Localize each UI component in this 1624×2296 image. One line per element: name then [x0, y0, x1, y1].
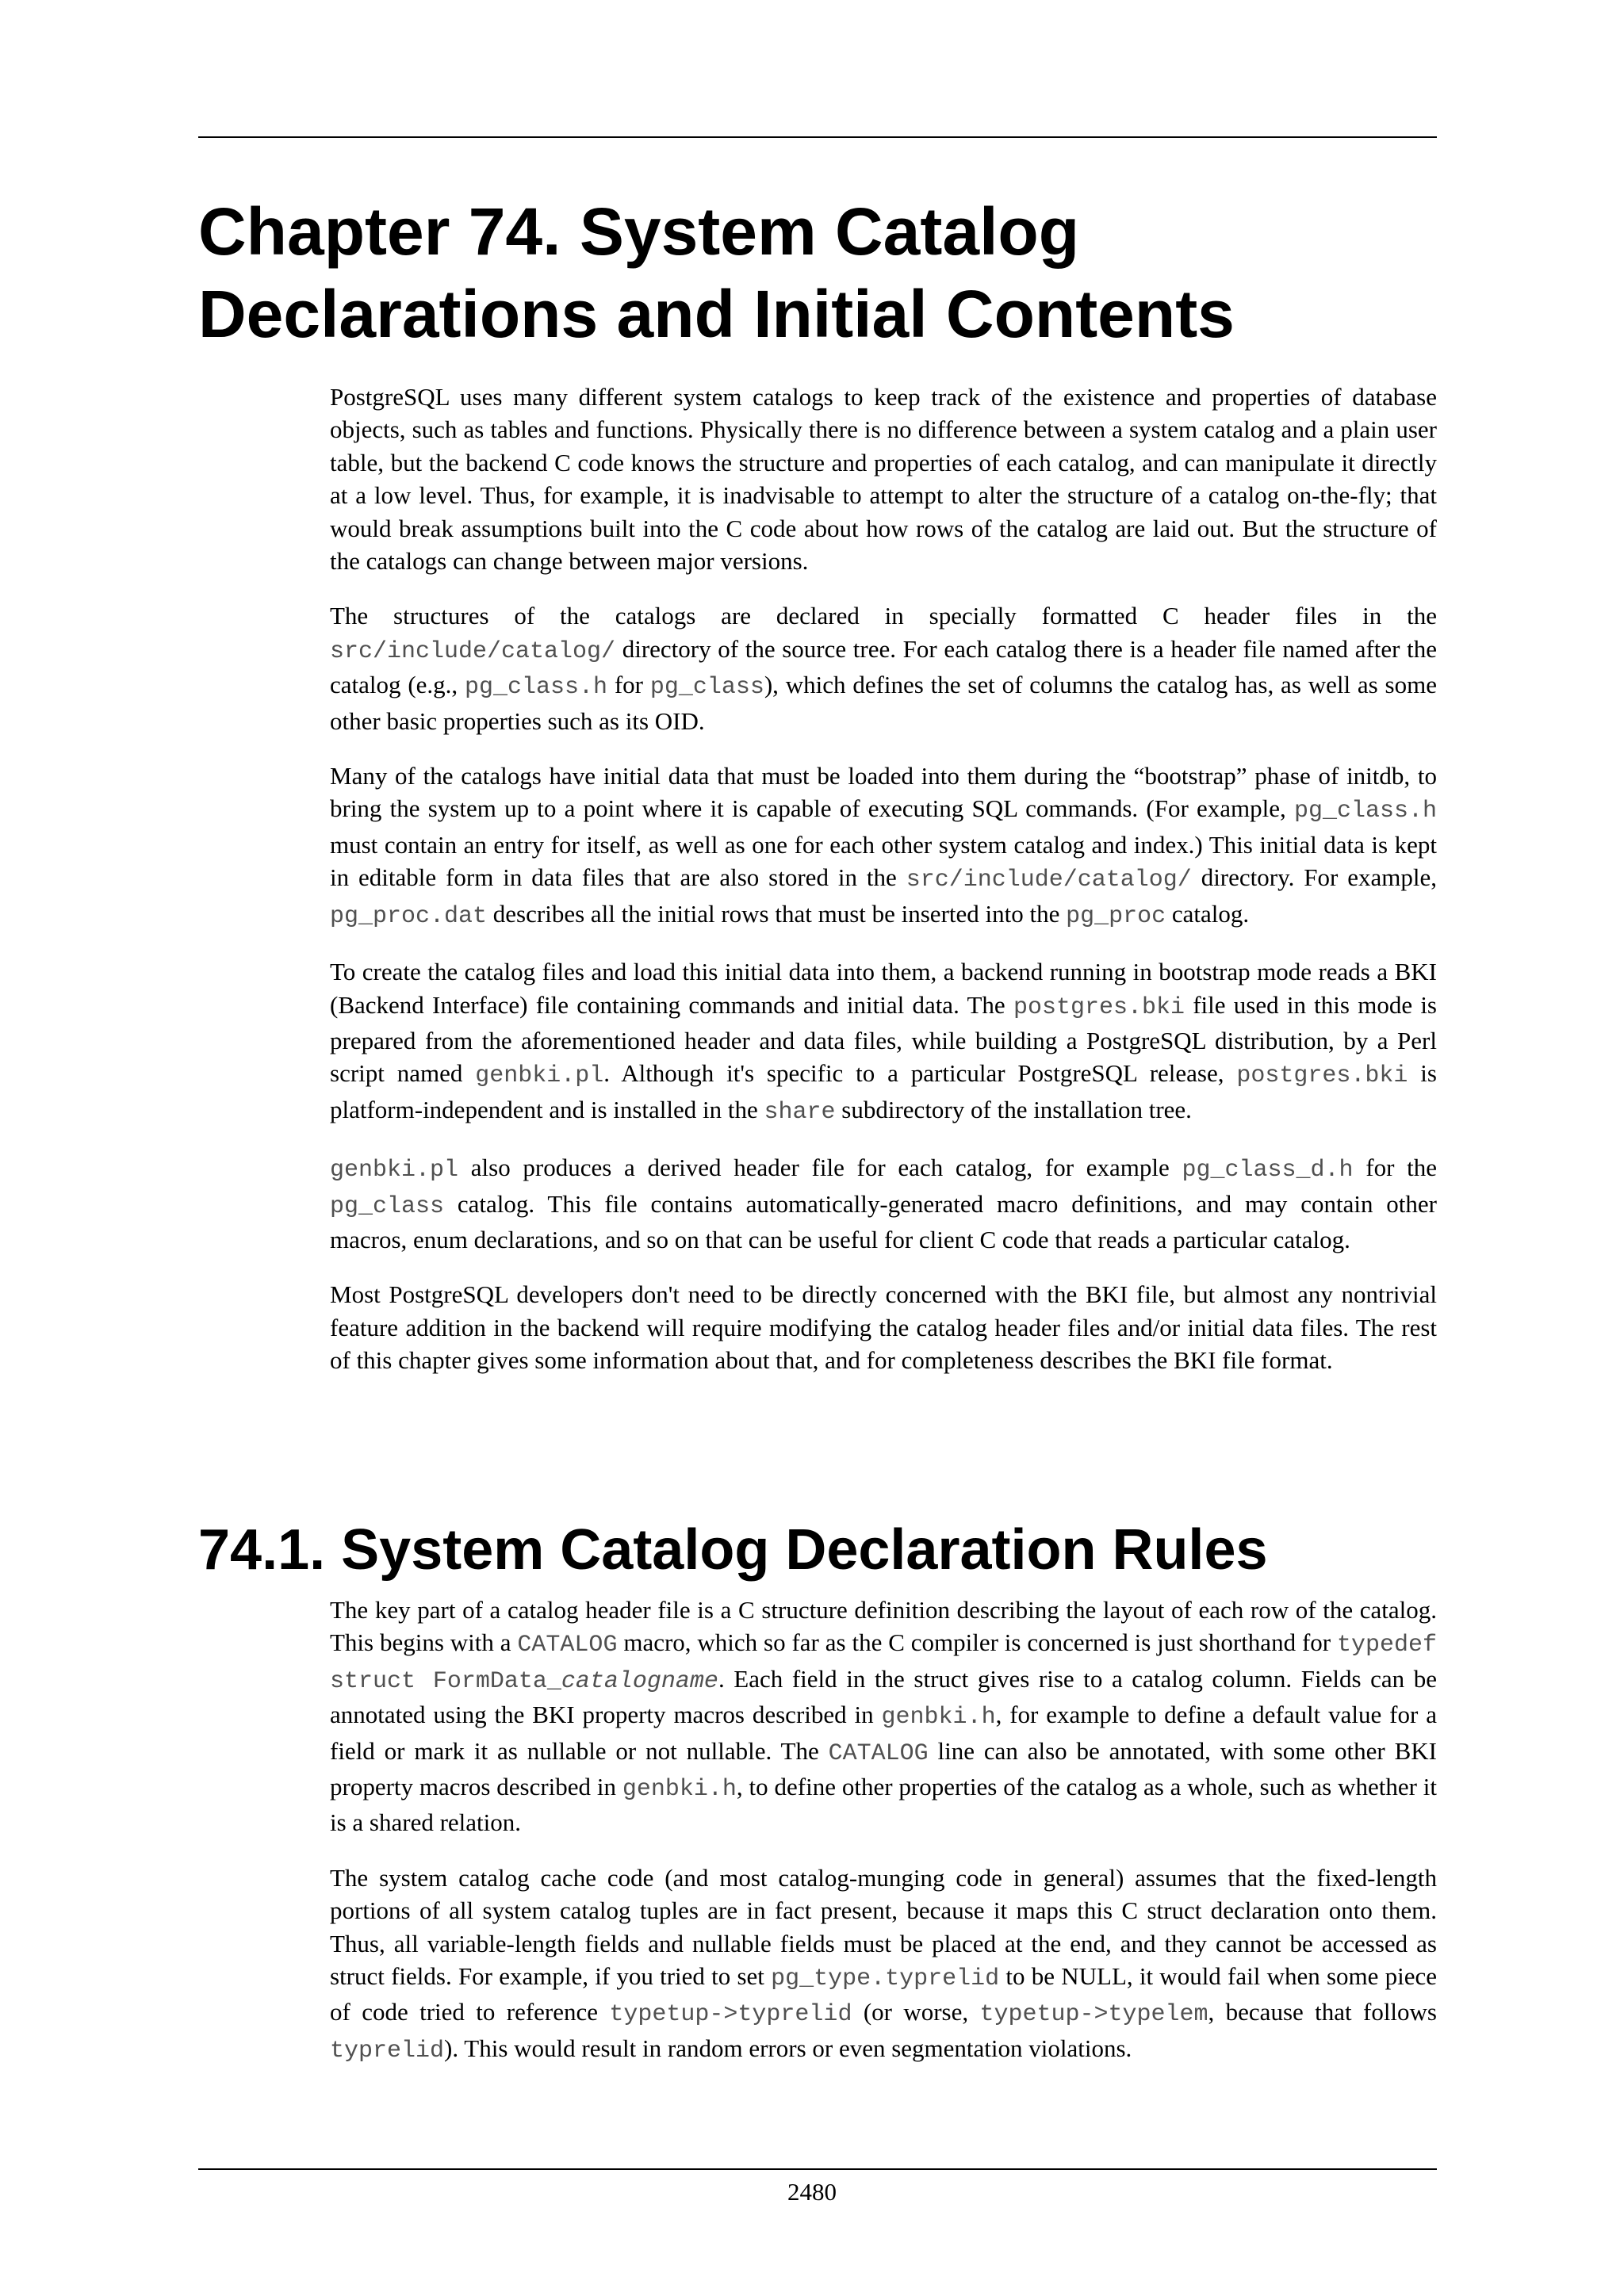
- intro-paragraph-5: genbki.pl also produces a derived header file for each catalog, for example pg_class_d.h for the pg_class catalog. This file contains automatically-generated macro definitions, and may contain other macros, enum declarations, and so on that can be useful for client C code that reads a particular catalog.: [330, 1154, 1437, 1253]
- intro-paragraph-6: Most PostgreSQL developers don't need to be directly concerned with the BKI file, but almost any nontrivial feature addition in the backend will require modifying the catalog header files and/or initial data files. The rest of this chapter gives some information about that, and for completeness describes the BKI file format.: [330, 1280, 1437, 1375]
- section-title: 74.1. System Catalog Declaration Rules: [198, 1518, 1268, 1582]
- intro-paragraph-4: To create the catalog files and load this initial data into them, a backend running in bootstrap mode reads a BKI (Backend Interface) file containing commands and initial data. The postgres.bki file used in this mode is prepared from the aforementioned header and data files, while building a PostgreSQL distribution, by a Perl script named genbki.pl. Although it's specific to a particular PostgreSQL release, postgres.bki is platform-independent and is installed in the share subdirectory of the installation tree.: [330, 958, 1437, 1126]
- chapter-intro: [330, 381, 1437, 1399]
- section-paragraph-2: The system catalog cache code (and most catalog-munging code in general) assumes that the fixed-length portions of all system catalog tuples are in fact present, because it maps this C struct declaration onto them. Thus, all variable-length fields and nullable fields must be placed at the end, and they cannot be accessed as struct fields. For example, if you tried to set pg_type.typrelid to be NULL, it would fail when some piece of code tried to reference typetup->typrelid (or worse, typetup->typelem, because that follows typrelid). This would result in random errors or even segmentation violations.: [330, 1863, 1437, 2064]
- footer-rule: [198, 2168, 1437, 2170]
- header-rule: [198, 136, 1437, 138]
- page-number: 2480: [787, 2178, 837, 2206]
- section-body: [330, 1594, 1437, 2090]
- section-paragraph-1: The key part of a catalog header file is a C structure definition describing the layout of each row of the catalog. This begins with a CATALOG macro, which so far as the C compiler is concerned is just shorthand for typedef struct FormData_catalogname. Each field in the struct gives rise to a catalog column. Fields can be annotated using the BKI property macros described in genbki.h, for example to define a default value for a field or mark it as nullable or not nullable. The CATALOG line can also be annotated, with some other BKI property macros described in genbki.h, to define other properties of the catalog as a whole, such as whether it is a shared relation.: [330, 1596, 1437, 1837]
- chapter-title: Chapter 74. System Catalog Declarations and Initial Contents: [198, 194, 1235, 351]
- intro-paragraph-2: The structures of the catalogs are declared in specially formatted C header files in the src/include/catalog/ directory of the source tree. For each catalog there is a header file named after the catalog (e.g., pg_class.h for pg_class), which defines the set of columns the catalog has, as well as some other basic properties such as its OID.: [330, 602, 1437, 735]
- intro-paragraph-3: Many of the catalogs have initial data that must be loaded into them during the “bootstrap” phase of initdb, to bring the system up to a point where it is capable of executing SQL commands. (For example, pg_class.h must contain an entry for itself, as well as one for each other system catalog and index.) This initial data is kept in editable form in data files that are also stored in the src/include/catalog/ directory. For example, pg_proc.dat describes all the initial rows that must be inserted into the pg_proc catalog.: [330, 762, 1437, 930]
- intro-paragraph-1: PostgreSQL uses many different system catalogs to keep track of the existence and properties of database objects, such as tables and functions. Physically there is no difference between a system catalog and a plain user table, but the backend C code knows the structure and properties of each catalog, and can manipulate it directly at a low level. Thus, for example, it is inadvisable to attempt to alter the structure of a catalog on-the-fly; that would break assumptions built into the C code about how rows of the catalog are laid out. But the structure of the catalogs can change between major versions.: [330, 383, 1437, 576]
